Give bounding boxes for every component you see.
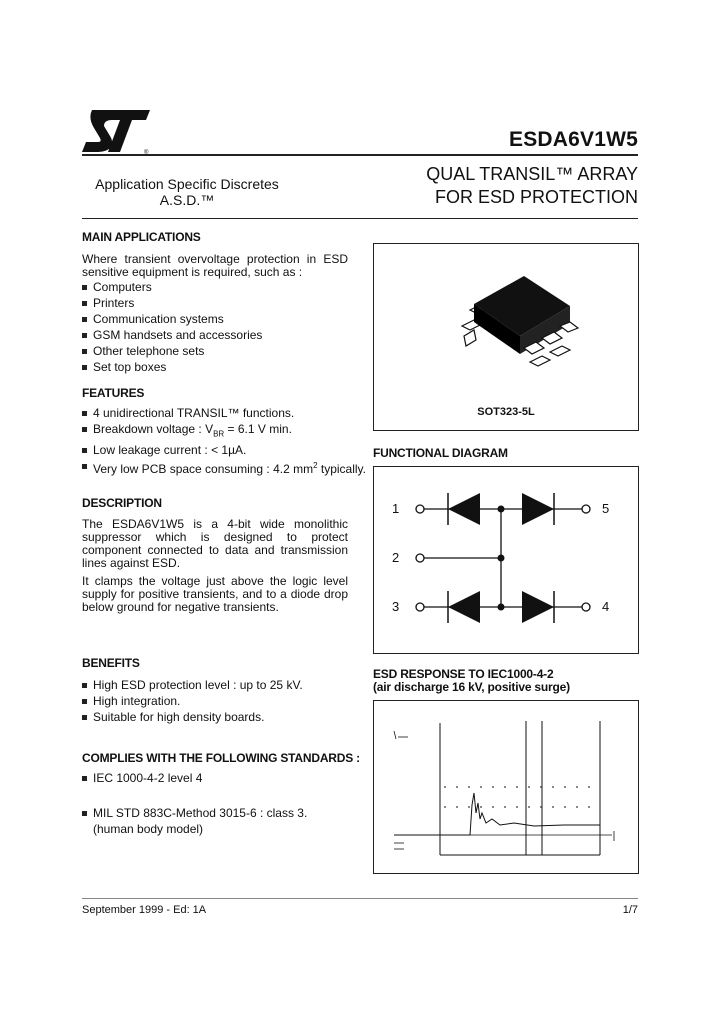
description-para-1: The ESDA6V1W5 is a 4-bit wide monolithic suppressor which is designed to protect component connected to data and transmission lines against ESD. xyxy=(82,517,348,570)
footer-rule xyxy=(82,898,638,899)
feature-superscript: 2 xyxy=(313,461,318,471)
feature-text: = 6.1 V min. xyxy=(224,422,292,436)
pin-label: 3 xyxy=(392,599,400,614)
feature-subscript: BR xyxy=(213,429,225,439)
main-applications-intro: Where transient overvoltage protection in ESD sensitive equipment is required, such as : xyxy=(82,252,348,279)
standard-line: MIL STD 883C-Method 3015-6 : class 3. xyxy=(93,806,308,820)
benefits-title: BENEFITS xyxy=(82,656,140,670)
pin-label: 1 xyxy=(392,501,400,516)
list-item: 4 unidirectional TRANSIL™ functions. xyxy=(82,405,366,421)
feature-text: Breakdown voltage : V xyxy=(93,422,214,436)
main-applications-title: MAIN APPLICATIONS xyxy=(82,230,201,244)
standards-list-1 xyxy=(82,770,202,786)
circuit-diagram xyxy=(374,467,638,653)
standard-line: (human body model) xyxy=(93,822,204,836)
description-title: DESCRIPTION xyxy=(82,496,162,510)
category-line-1: Application Specific Discretes xyxy=(95,176,279,192)
list-item: Suitable for high density boards. xyxy=(82,709,303,725)
header-rule xyxy=(82,154,638,156)
standards-title: COMPLIES WITH THE FOLLOWING STANDARDS : xyxy=(82,751,360,765)
features-list xyxy=(82,405,366,477)
subtitle xyxy=(360,163,638,209)
category-line-2: A.S.D.™ xyxy=(159,192,215,208)
esd-title-line-2: (air discharge 16 kV, positive surge) xyxy=(373,680,570,694)
footer-date: September 1999 - Ed: 1A xyxy=(82,904,207,916)
subtitle-line-1: QUAL TRANSIL™ ARRAY xyxy=(426,164,638,184)
functional-diagram-title: FUNCTIONAL DIAGRAM xyxy=(373,446,508,460)
pin-label: 2 xyxy=(392,550,400,565)
esd-response-title xyxy=(373,668,570,694)
list-item: Printers xyxy=(82,295,262,311)
category-block xyxy=(82,176,292,208)
list-item: Computers xyxy=(82,279,262,295)
benefits-list xyxy=(82,677,303,725)
package-illustration xyxy=(374,244,638,430)
subtitle-line-2: FOR ESD PROTECTION xyxy=(434,187,638,207)
pin-label: 4 xyxy=(602,599,610,614)
feature-text: typically. xyxy=(317,462,367,477)
feature-text: Very low PCB space consuming : 4.2 mm xyxy=(93,462,314,477)
list-item: Set top boxes xyxy=(82,359,262,375)
esd-response-box xyxy=(373,700,639,874)
features-title: FEATURES xyxy=(82,386,145,400)
pin-label: 5 xyxy=(602,501,610,516)
list-item: High ESD protection level : up to 25 kV. xyxy=(82,677,303,693)
list-item xyxy=(82,805,307,837)
list-item: IEC 1000-4-2 level 4 xyxy=(82,770,202,786)
main-applications-list xyxy=(82,279,262,375)
esd-scope-trace xyxy=(374,701,638,873)
part-number: ESDA6V1W5 xyxy=(508,128,638,151)
list-item: GSM handsets and accessories xyxy=(82,327,262,343)
svg-text:®: ® xyxy=(144,150,149,154)
description-para-2: It clamps the voltage just above the logic level supply for positive transients, and to a diode drop below ground for negative transients. xyxy=(82,574,348,614)
page-number: 1/7 xyxy=(622,904,638,916)
list-item: Low leakage current : < 1µA. xyxy=(82,442,366,458)
list-item: High integration. xyxy=(82,693,303,709)
standards-list-2 xyxy=(82,805,307,837)
subtitle-rule xyxy=(82,218,638,219)
list-item: Other telephone sets xyxy=(82,343,262,359)
st-logo xyxy=(82,108,152,154)
list-item xyxy=(82,421,366,442)
list-item xyxy=(82,458,366,477)
functional-diagram-box xyxy=(373,466,639,654)
package-box xyxy=(373,243,639,431)
package-label: SOT323-5L xyxy=(477,406,535,418)
list-item: Communication systems xyxy=(82,311,262,327)
esd-title-line-1: ESD RESPONSE TO IEC1000-4-2 xyxy=(373,667,554,681)
